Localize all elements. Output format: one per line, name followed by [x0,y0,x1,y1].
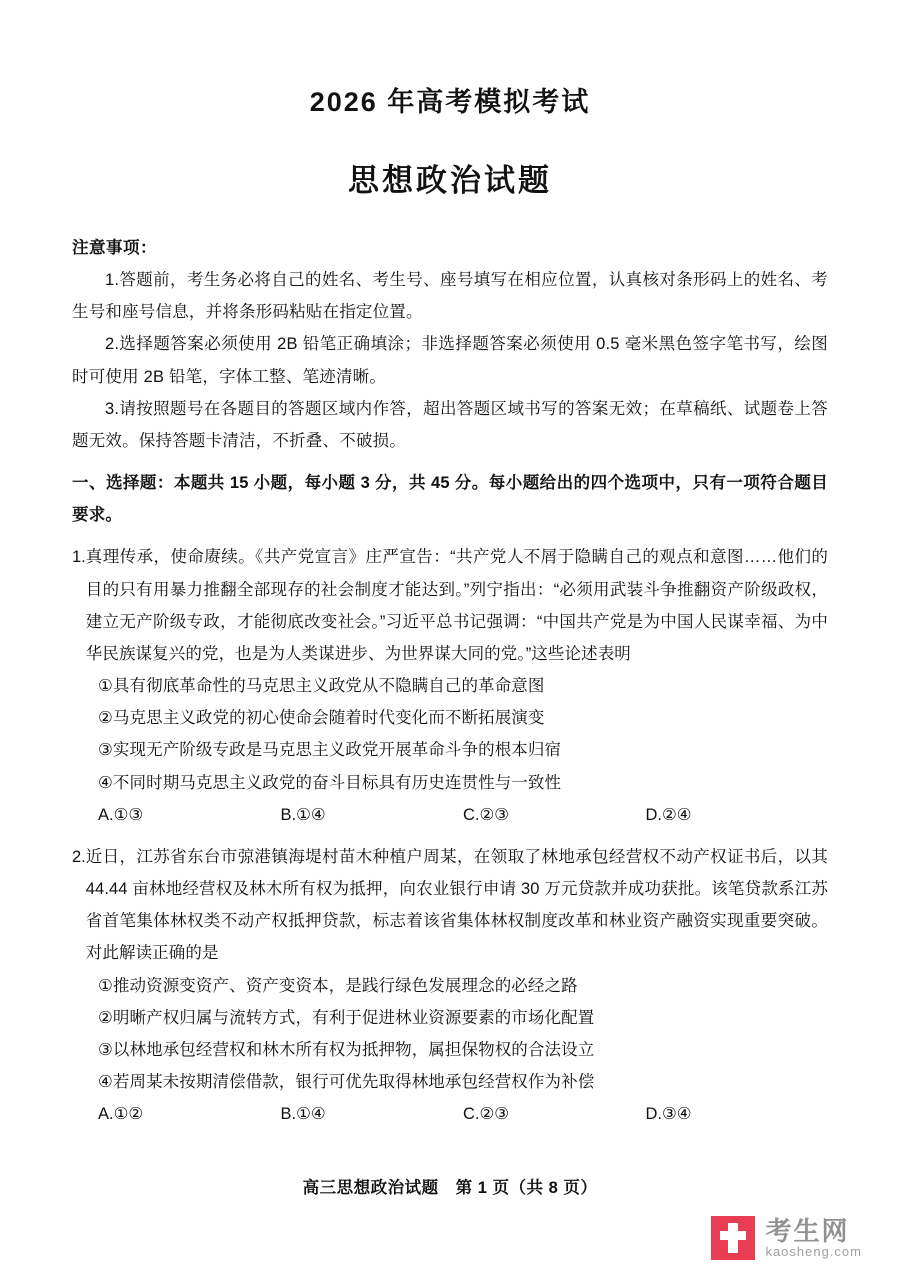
question-option: ③以林地承包经营权和林木所有权为抵押物，属担保物权的合法设立 [98,1040,595,1059]
notice-item: 1.答题前，考生务必将自己的姓名、考生号、座号填写在相应位置，认真核对条形码上的姓名、考生号和座号信息，并将条形码粘贴在指定位置。 [72,271,828,322]
watermark-name-en: kaosheng.com [765,1244,862,1260]
choice-a[interactable]: A.①③ [98,805,144,824]
page-title: 2026 年高考模拟考试 [309,87,591,117]
question-1 [72,541,828,831]
question-choices [98,1098,828,1130]
question-stem: 真理传承，使命赓续。《共产党宣言》庄严宣告：“共产党人不屑于隐瞒自己的观点和意图……他们的目的只有用暴力推翻全部现存的社会制度才能达到。”列宁指出：“必须用武装斗争推翻资产阶级政权，建立无产阶级专政，才能彻底改变社会。”习近平总书记强调：“中国共产党是为中国人民谋幸福、为中华民族谋复兴的党，也是为人类谋进步、为世界谋大同的党。”这些论述表明 [85,548,828,663]
question-option: ④若周某未按期清偿借款，银行可优先取得林地承包经营权作为补偿 [98,1073,595,1092]
choice-c[interactable]: C.②③ [463,1105,510,1124]
page-subtitle: 思想政治试题 [348,163,552,198]
question-option: ②马克思主义政党的初心使命会随着时代变化而不断拓展演变 [98,709,545,728]
question-2 [72,841,828,1131]
notice-item: 2.选择题答案必须使用 2B 铅笔正确填涂；非选择题答案必须使用 0.5 毫米黑色签字笔书写，绘图时可使用 2B 铅笔，字体工整、笔迹清晰。 [72,335,828,386]
question-option: ①推动资源变资产、资产变资本，是践行绿色发展理念的必经之路 [98,976,578,995]
watermark-name-cn: 考生网 [765,1215,850,1246]
page-footer: 高三思想政治试题 第 1 页（共 8 页） [302,1179,598,1197]
question-stem: 近日，江苏省东台市弶港镇海堤村苗木种植户周某，在领取了林地承包经营权不动产权证书后，以其 44.44 亩林地经营权及林木所有权为抵押，向农业银行申请 30 万元贷款并成功获批。该笔贷款系江苏省首笔集体林权类不动产权抵押贷款，标志着该省集体林权制度改革和林业资产融资实现重要突破。对此解读正确的是 [85,847,828,963]
question-number: 1. [72,548,86,567]
watermark-text [765,1217,862,1260]
question-choices [98,799,828,831]
question-option: ③实现无产阶级专政是马克思主义政党开展革命斗争的根本归宿 [98,741,562,760]
watermark-logo-icon [711,1216,755,1260]
choice-d[interactable]: D.②④ [645,805,692,824]
question-option: ②明晰产权归属与流转方式，有利于促进林业资源要素的市场化配置 [98,1008,595,1027]
choice-d[interactable]: D.③④ [645,1105,692,1124]
notice-heading: 注意事项： [72,239,157,257]
section-heading: 一、选择题：本题共 15 小题，每小题 3 分，共 45 分。每小题给出的四个选项中，只有一项符合题目要求。 [72,474,828,525]
question-option: ①具有彻底革命性的马克思主义政党从不隐瞒自己的革命意图 [98,677,545,696]
choice-b[interactable]: B.①④ [280,805,326,824]
notice-item: 3.请按照题号在各题目的答题区域内作答，超出答题区域书写的答案无效；在草稿纸、试题卷上答题无效。保持答题卡清洁，不折叠、不破损。 [72,399,828,450]
choice-c[interactable]: C.②③ [463,805,510,824]
choice-a[interactable]: A.①② [98,1105,144,1124]
question-number: 2. [72,847,86,866]
choice-b[interactable]: B.①④ [280,1105,326,1124]
question-option: ④不同时期马克思主义政党的奋斗目标具有历史连贯性与一致性 [98,773,562,792]
watermark [711,1216,862,1260]
